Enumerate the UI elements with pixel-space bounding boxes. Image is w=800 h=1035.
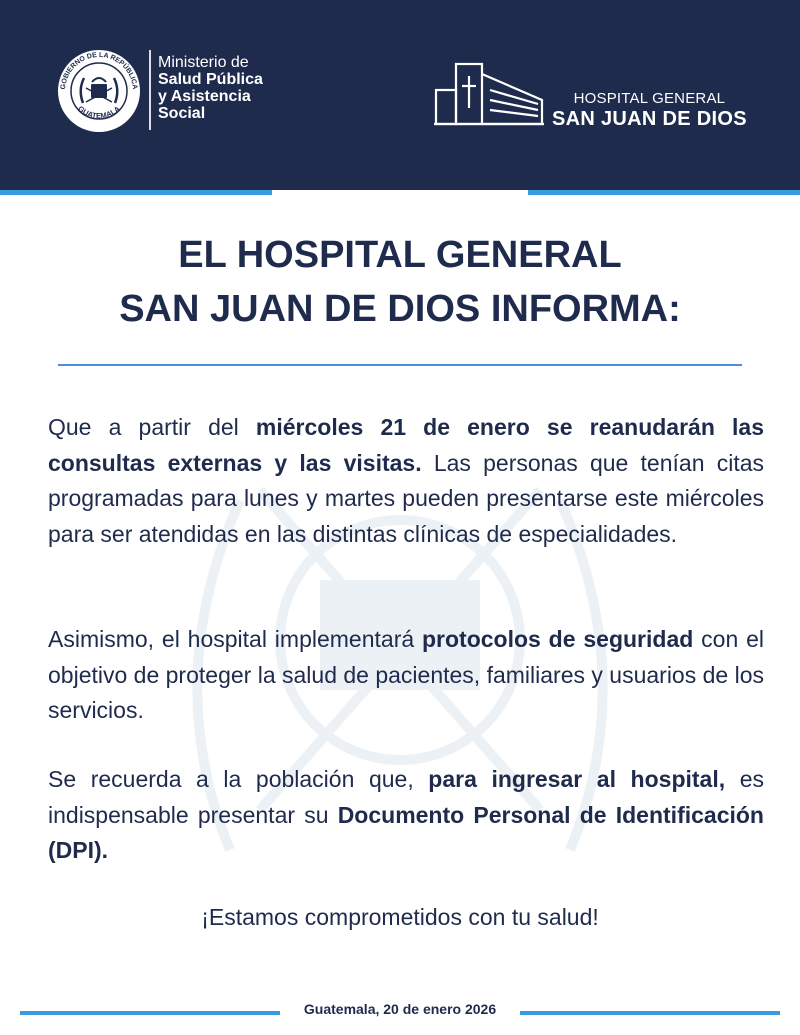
seal-ring-top: GOBIERNO DE LA REPÚBLICA [59, 51, 139, 90]
closing-message: ¡Estamos comprometidos con tu salud! [201, 904, 599, 930]
ministry-line-3: y Asistencia [158, 88, 251, 105]
p3-text-2: es indispensable presentar su [48, 766, 764, 828]
p2-text-1: Asimismo, el hospital implementará [48, 626, 422, 652]
title-divider [58, 364, 742, 366]
header-divider [149, 50, 151, 130]
ministry-name [158, 54, 263, 122]
paragraph-dpi [48, 762, 764, 869]
header-accent-right [528, 190, 800, 195]
ministry-line-1: Ministerio de [158, 54, 249, 71]
paragraph-protocolos [48, 622, 764, 729]
p2-bold-1: protocolos de seguridad [422, 626, 694, 652]
paragraph-reanudacion [48, 410, 764, 552]
ministry-line-2: Salud Pública [158, 71, 263, 88]
header-accent-left [0, 190, 272, 195]
p3-text-1: Se recuerda a la población que, [48, 766, 429, 792]
p2-text-2: con el objetivo de proteger la salud de pacientes, familiares y usuarios de los servicios. [48, 626, 764, 723]
page-title [0, 228, 800, 336]
title-line-2: SAN JUAN DE DIOS INFORMA: [119, 288, 681, 330]
hospital-name [552, 90, 747, 131]
seal-ring-bottom: GUATEMALA [76, 104, 122, 121]
hospital-name-line-2: SAN JUAN DE DIOS [552, 108, 747, 130]
ministry-line-4: Social [158, 105, 206, 122]
hospital-building-icon [434, 60, 544, 128]
header-banner [0, 0, 800, 190]
p3-bold-1: para ingresar al hospital, [428, 766, 726, 792]
p1-bold-1: miércoles 21 de enero se reanudarán las consultas externas y las visitas. [48, 414, 764, 476]
guatemala-seal-icon [56, 48, 142, 134]
p1-text-2: Las personas que tenían citas programadas para lunes y martes pueden presentarse este miércoles para ser atendidas en las distintas clínicas de especialidades. [48, 449, 764, 547]
p3-bold-2: Documento Personal de Identificación (DPI). [48, 801, 764, 863]
p1-text-1: Que a partir del [48, 414, 256, 440]
footer-place-date: Guatemala, 20 de enero 2026 [303, 1001, 497, 1017]
hospital-name-line-1: HOSPITAL GENERAL [573, 90, 726, 107]
title-line-1: EL HOSPITAL GENERAL [178, 234, 622, 276]
